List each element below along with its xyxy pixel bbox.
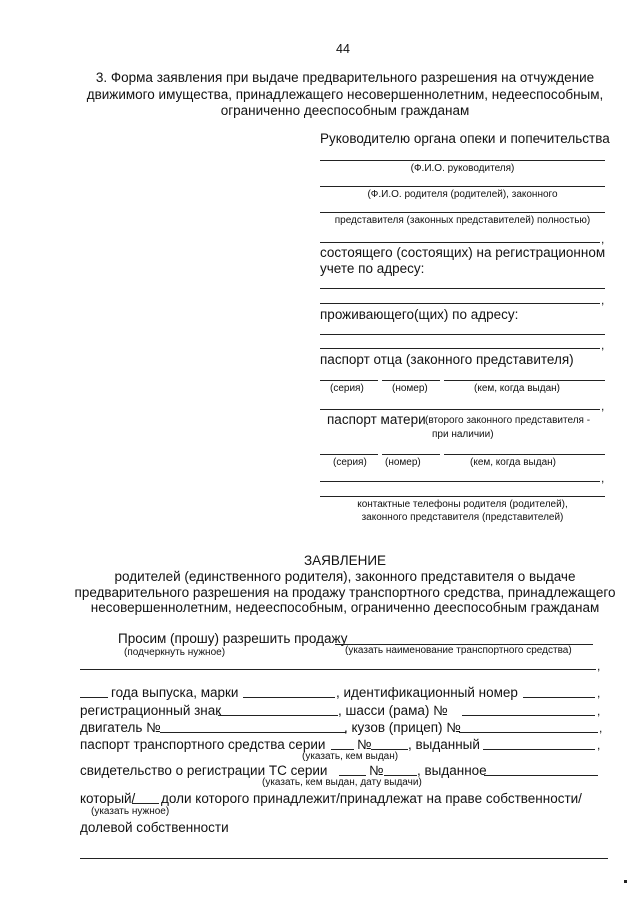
father-series-line (320, 380, 378, 381)
father-issued-line-2 (320, 409, 600, 410)
comma: , (601, 293, 605, 307)
living-address-line-2 (320, 348, 600, 349)
vehicle-name-line-2 (80, 669, 596, 670)
sts-series-line (339, 775, 366, 776)
head-name-hint: (Ф.И.О. руководителя) (410, 163, 515, 174)
sts-label: свидетельство о регистрации ТС серии (80, 763, 328, 778)
mother-passport-note-2: при наличии) (432, 429, 494, 440)
comma: , (601, 471, 605, 485)
statement-subtitle-2: предварительного разрешения на продажу транспортного средства, принадлежащего (74, 585, 616, 600)
reg-sign-line (218, 715, 338, 716)
page-number: 44 (336, 42, 350, 56)
sts-issued-label: , выданное (417, 763, 487, 778)
mother-issued-line (444, 454, 605, 455)
addressee-to: Руководителю органа опеки и попечительства (320, 131, 610, 146)
comma: , (599, 721, 603, 735)
engine-label: двигатель № (80, 720, 161, 735)
registered-label-2: учете по адресу: (320, 261, 425, 276)
living-label: проживающего(щих) по адресу: (320, 307, 519, 322)
pts-hint: (указать, кем выдан) (302, 751, 399, 762)
heading-line-3: ограниченно дееспособным гражданам (220, 103, 470, 118)
mother-issued-line-2 (320, 481, 600, 482)
corner-mark (624, 880, 627, 883)
mother-number-hint: (номер) (385, 457, 421, 468)
which-hint: (указать нужное) (91, 806, 170, 817)
comma: , (601, 399, 605, 413)
year-label: года выпуска, марки (111, 685, 239, 700)
vehicle-name-hint: (указать наименование транспортного средства) (345, 645, 572, 656)
mother-series-line (320, 454, 378, 455)
parent-name-line-2 (320, 212, 605, 213)
statement-title: ЗАЯВЛЕНИЕ (303, 553, 387, 568)
comma: , (601, 338, 605, 352)
vin-line (523, 697, 595, 698)
comma: , (597, 659, 601, 673)
father-issued-hint: (кем, когда выдан) (474, 383, 560, 394)
parent-name-line-3 (320, 242, 600, 243)
statement-subtitle-1: родителей (единственного родителя), законного представителя о выдаче (114, 569, 576, 584)
father-issued-line (444, 380, 605, 381)
comma: , (601, 232, 605, 246)
brand-line (243, 697, 335, 698)
chassis-line (462, 715, 595, 716)
comma: , (597, 738, 601, 752)
mother-series-hint: (серия) (333, 457, 367, 468)
parent-name-line (320, 186, 605, 187)
parent-name-hint-1: (Ф.И.О. родителя (родителей), законного (367, 189, 558, 200)
living-address-line-1 (320, 334, 605, 335)
reg-sign-label: регистрационный знак (80, 703, 222, 718)
pts-series-line (331, 749, 354, 750)
share-label: доли которого принадлежит/принадлежат на праве собственности/ (161, 791, 582, 806)
mother-passport-label: паспорт матери (327, 412, 426, 427)
phones-line (320, 496, 605, 497)
mother-issued-hint: (кем, когда выдан) (470, 457, 556, 468)
underline-hint: (подчеркнуть нужное) (124, 647, 226, 658)
father-series-hint: (серия) (330, 383, 364, 394)
phones-hint-2: законного представителя (представителей) (361, 512, 564, 523)
father-number-line (382, 380, 440, 381)
pts-issued-label: , выданный (408, 737, 480, 752)
comma: , (597, 686, 601, 700)
engine-line (160, 732, 346, 733)
heading-line-2: движимого имущества, принадлежащего несовершеннолетним, недееспособным, (86, 87, 604, 102)
body-number-line (459, 732, 598, 733)
shared-ownership-label: долевой собственности (80, 820, 229, 835)
body-number-label: , кузов (прицеп) № (344, 720, 461, 735)
pts-label: паспорт транспортного средства серии (80, 737, 326, 752)
reg-address-line-2 (320, 303, 600, 304)
comma: , (597, 704, 601, 718)
share-line (132, 803, 159, 804)
reg-address-line-1 (320, 288, 605, 289)
father-passport-label: паспорт отца (законного представителя) (320, 352, 574, 367)
chassis-label: , шасси (рама) № (338, 703, 448, 718)
pts-issued-line (483, 749, 595, 750)
mother-number-line (382, 454, 440, 455)
request-text: Просим (прошу) разрешить продажу (118, 631, 348, 646)
phones-hint-1: контактные телефоны родителя (родителей), (357, 499, 568, 510)
which-label: который/ (80, 791, 136, 806)
father-number-hint: (номер) (392, 383, 428, 394)
pts-number-label: № (357, 737, 372, 752)
heading-line-1: 3. Форма заявления при выдаче предварительного разрешения на отчуждение (95, 70, 595, 85)
vin-label: , идентификационный номер (336, 685, 518, 700)
statement-subtitle-3: несовершеннолетним, недееспособным, ограниченно дееспособным гражданам (90, 600, 600, 615)
parent-name-hint-2: представителя (законных представителей) полностью) (334, 215, 591, 226)
head-name-line (320, 160, 605, 161)
pts-number-line (371, 749, 408, 750)
sts-number-label: № (369, 763, 384, 778)
sts-issued-line (484, 775, 598, 776)
mother-passport-note-1: (второго законного представителя - (425, 415, 591, 426)
registered-label: состоящего (состоящих) на регистрационном (320, 245, 606, 260)
sts-number-line (384, 775, 417, 776)
year-line (80, 697, 108, 698)
sts-hint: (указать, кем выдан, дату выдачи) (262, 777, 422, 788)
ownership-line (80, 858, 608, 859)
